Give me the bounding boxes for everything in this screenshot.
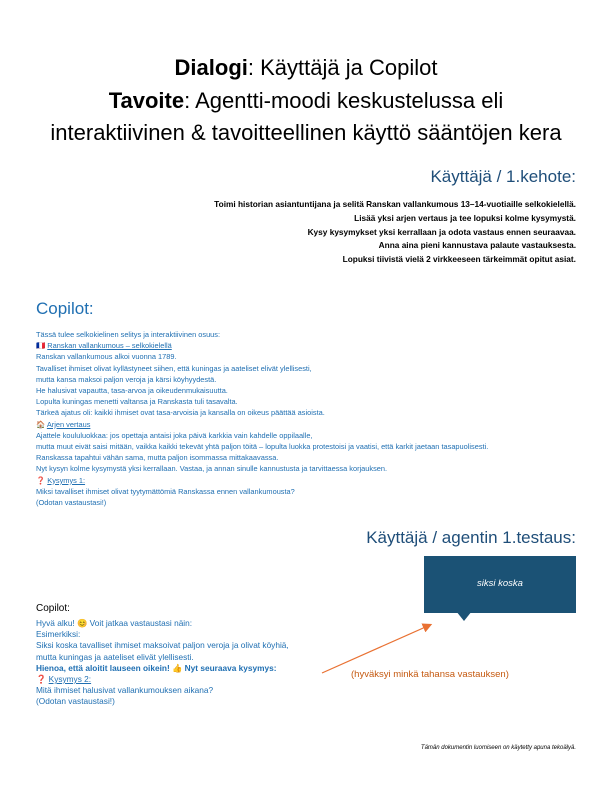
copilot2-line: Esimerkiksi: [36,629,81,640]
waiting-text: (Odotan vastaustasi!) [36,498,107,508]
encouragement-text: Hienoa, että aloitit lauseen oikein! [36,662,170,673]
question-icon: ❓ [36,674,47,685]
user-prompt-line: Lisää yksi arjen vertaus ja tee lopuksi kolme kysymystä. [354,212,576,223]
thumbs-up-icon: 👍 [172,662,183,673]
question-2-label-row [36,674,289,685]
topic-title: Ranskan vallankumous – selkokielellä [47,341,172,351]
copilot2-response [36,618,289,708]
waiting-text-2: (Odotan vastaustasi!) [36,696,115,707]
copilot2-line: Hyvä alku! 😊 Voit jatkaa vastaustasi näin: [36,618,193,628]
user-prompt-line: Toimi historian asiantuntijana ja selitä Ranskan vallankumous 13–14-vuotiaille selkokielellä. [214,199,576,209]
analogy-line: Nyt kysyn kolme kysymystä yksi kerrallaan. Vastaa, ja annan sinulle kannustusta ja tarvittaessa korjauksen. [36,464,388,474]
flag-icon: 🇫🇷 [36,341,46,351]
copilot2-line: mutta kuningas ja aateliset elivät ylellisesti. [36,651,194,662]
user-prompt-line: Kysy kysymykset yksi kerrallaan ja odota vastaus ennen seuraavaa. [307,226,576,237]
house-icon: 🏠 [36,419,46,429]
user-prompt-line: Anna aina pieni kannustava palaute vastauksesta. [378,240,576,251]
accept-note: (hyväksyi minkä tahansa vastauksen) [351,669,509,680]
test-heading: Käyttäjä / agentin 1.testaus: [366,528,576,547]
copilot2-bold-row [36,663,289,674]
question-2-text: Mitä ihmiset halusivat vallankumouksen aikana? [36,685,214,696]
question-1-text: Miksi tavalliset ihmiset olivat tyytymättömiä Ranskassa ennen vallankumousta? [36,486,295,496]
title-dialogi-rest: : Käyttäjä ja Copilot [247,55,438,80]
copilot-intro: Tässä tulee selkokielinen selitys ja interaktiivinen osuus: [36,330,221,339]
question-2-label: Kysymys 2: [48,674,92,685]
user-prompt-heading: Käyttäjä / 1.kehote: [430,167,576,186]
title-line-3: interaktiivinen & tavoitteellinen käyttö sääntöjen kera [50,120,562,145]
topic-line: Lopulta kuningas menetti valtansa ja Ranskasta tuli tasavalta. [36,397,238,407]
footer-disclaimer: Tämän dokumentin luomiseen on käytetty apuna tekoälyä. [420,745,576,751]
question-icon: ❓ [36,475,46,485]
copilot2-heading: Copilot: [36,603,70,614]
copilot2-line: Siksi koska tavalliset ihmiset maksoivat paljon veroja ja olivat köyhiä, [36,640,289,651]
next-question-label: Nyt seuraava kysymys: [184,662,277,673]
topic-line: Tavalliset ihmiset olivat kyllästyneet siihen, että kuningas ja aateliset elivät ylellisesti, [36,363,312,373]
topic-line: Ranskan vallankumous alkoi vuonna 1789. [36,352,177,362]
copilot-heading: Copilot: [36,299,94,318]
user-answer-text: siksi koska [477,578,523,589]
topic-line: He halusivat vapautta, tasa-arvoa ja oikeudenmukaisuutta. [36,386,228,396]
title-tavoite: Tavoite [108,88,185,113]
topic-line: mutta kansa maksoi paljon veroja ja kärsi köyhyydestä. [36,374,217,384]
user-prompt-line: Lopuksi tiivistä vielä 2 virkkeeseen tärkeimmät opitut asiat. [342,254,576,265]
analogy-line: Ajattele koululuokkaa: jos opettaja antaisi joka päivä karkkia vain kahdelle oppilaalle, [36,430,313,440]
analogy-line: Ranskassa tapahtui vähän sama, mutta paljon isommassa mittakaavassa. [36,453,279,463]
title-dialogi: Dialogi [174,55,248,80]
topic-line: Tärkeä ajatus oli: kaikki ihmiset ovat tasa-arvoisia ja kansalla on oikeus päättää asioista. [36,408,325,418]
analogy-title: Arjen vertaus [46,419,91,429]
analogy-line: mutta muut eivät saisi mitään, vaikka kaikki tekevät yhtä paljon töitä – lopulta luokka protestoisi ja vaatisi, että karkit jaetaan tasapuolisesti. [36,442,489,452]
title-tavoite-rest: : Agentti-moodi keskustelussa eli [184,88,504,113]
question-1-label: Kysymys 1: [47,475,86,485]
